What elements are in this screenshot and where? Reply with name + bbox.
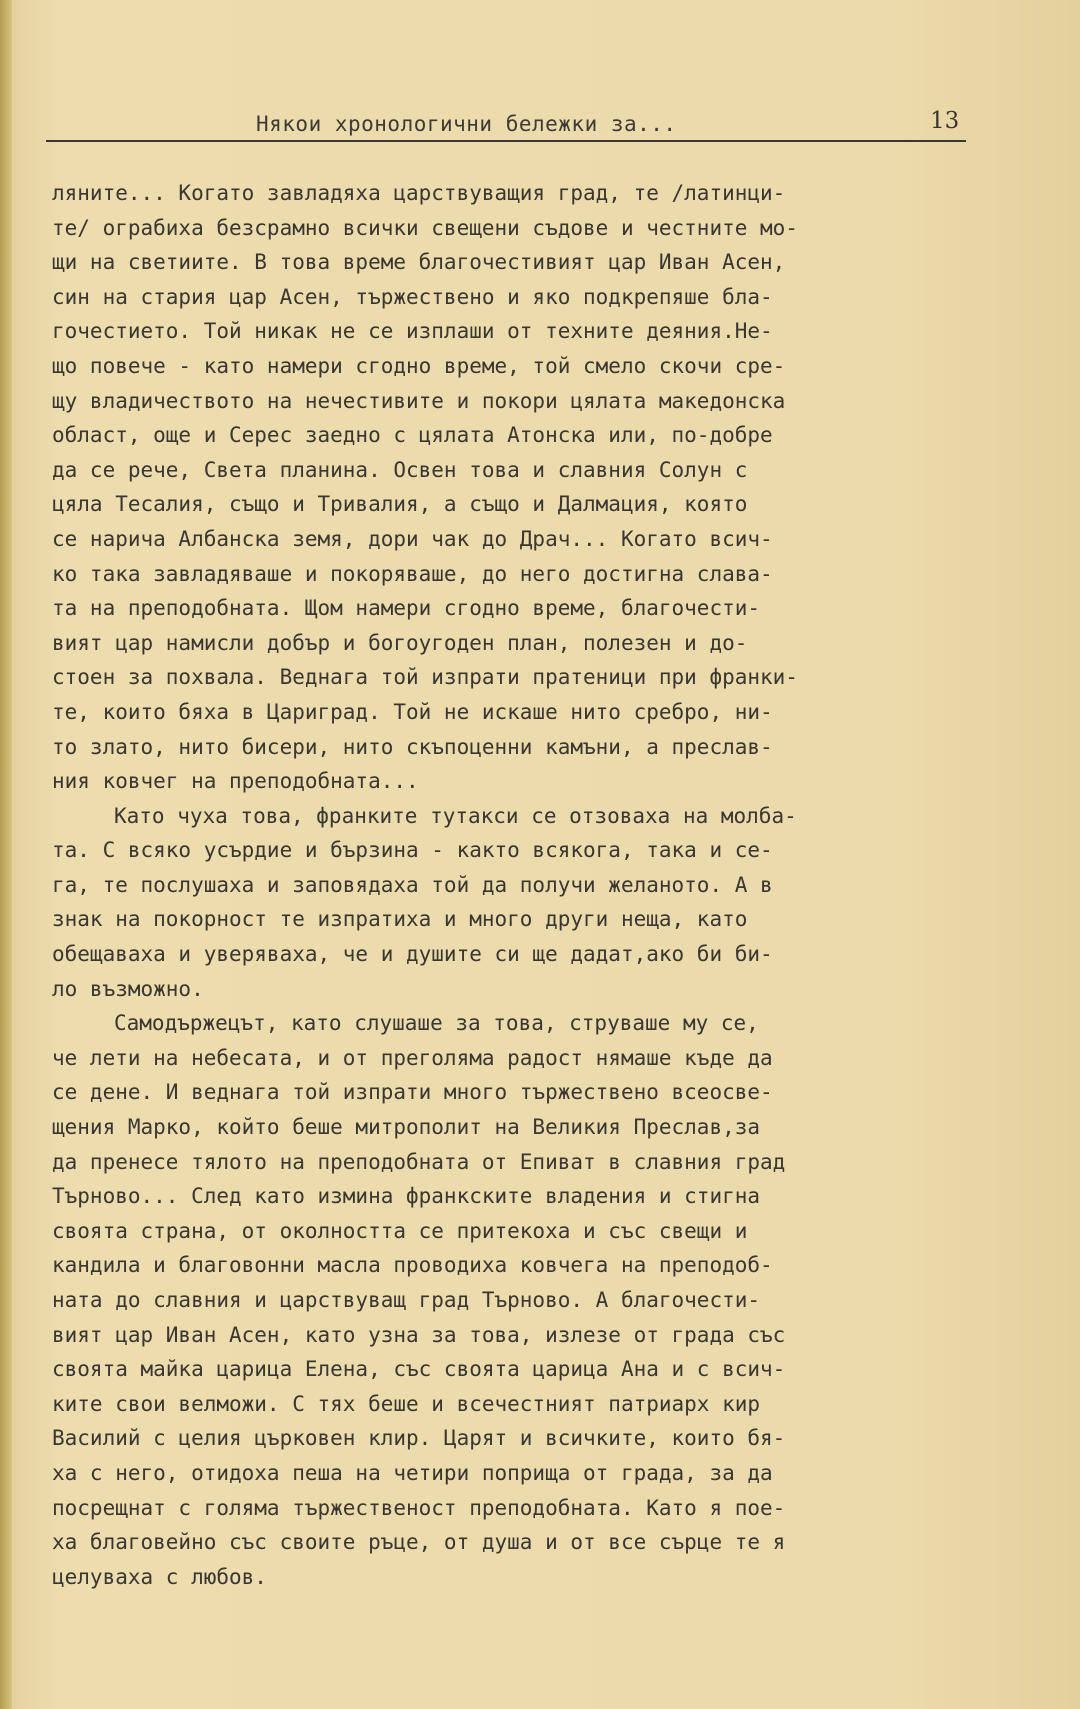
text-line: посрещнат с голяма тържественост преподобната. Като я пое-	[52, 1495, 786, 1520]
text-line: ха благовейно със своите ръце, от душа и от все сърце те я	[52, 1530, 786, 1555]
text-line: та на преподобната. Щом намери сгодно време, благочести-	[52, 596, 761, 621]
text-line: да се рече, Света планина. Освен това и славния Солун с	[52, 457, 748, 482]
paragraph-start-line: Самодържецът, като слушаше за това, струваше му се,	[114, 1011, 759, 1036]
text-line: то злато, нито бисери, нито скъпоценни камъни, а преслав-	[52, 734, 773, 759]
text-line: ната до славния и царствуващ град Търново. А благочести-	[52, 1288, 761, 1312]
running-title: Някои хронологични бележки за...	[256, 112, 677, 136]
text-line: ха с него, отидоха пеша на четири поприща от града, за да	[52, 1460, 773, 1485]
text-line: Търново... След като измина франкските владения и стигна	[52, 1184, 761, 1209]
text-line: че лети на небесата, и от преголяма радост нямаше къде да	[52, 1045, 773, 1070]
text-line: син на стария цар Асен, тържествено и яко подкрепяше бла-	[52, 284, 773, 309]
text-line: те, които бяха в Цариград. Той не искаше нито сребро, ни-	[52, 699, 773, 724]
text-line: ляните... Когато завладяха царствуващия град, те /латинци-	[52, 181, 786, 205]
text-line: га, те послушаха и заповядаха той да получи желаното. А в	[52, 872, 773, 897]
text-line: се дене. И веднага той изпрати много тържествено всеосве-	[52, 1080, 773, 1105]
text-line: Василий с целия църковен клир. Царят и всичките, които бя-	[52, 1426, 786, 1451]
text-line: знак на покорност те изпратиха и много други неща, като	[52, 907, 748, 932]
text-line: ния ковчег на преподобната...	[52, 769, 419, 794]
text-line: що повече - като намери сгодно време, той смело скочи сре-	[52, 353, 786, 378]
book-spine-edge	[0, 0, 12, 1709]
header-rule	[46, 140, 966, 142]
page-number: 13	[930, 108, 960, 134]
text-line: кандила и благовонни масла проводиха ковчега на преподоб-	[52, 1253, 773, 1278]
page-header	[46, 102, 966, 142]
paragraph-start-line: Като чуха това, франките тутакси се отзоваха на молба-	[114, 803, 797, 828]
text-line: цяла Тесалия, също и Тривалия, а също и Далмация, която	[52, 492, 748, 517]
text-line: да пренесе тялото на преподобната от Епиват в славния град	[52, 1149, 786, 1174]
text-line: вият цар Иван Асен, като узна за това, излезе от града със	[52, 1322, 786, 1347]
text-line: вият цар намисли добър и богоугоден план, полезен и до-	[52, 630, 748, 655]
text-line: целуваха с любов.	[52, 1564, 267, 1589]
text-line: ло възможно.	[52, 976, 204, 1001]
text-line: те/ ограбиха безсрамно всички свещени съдове и честните мо-	[52, 215, 798, 240]
text-line: област, още и Серес заедно с цялата Атонска или, по-добре	[52, 423, 773, 448]
text-line: ко така завладяваше и покоряваше, до него достигна слава-	[52, 561, 773, 586]
text-line: стоен за похвала. Веднага той изпрати пратеници при франки-	[52, 665, 798, 690]
text-line: обещаваха и уверяваха, че и душите си ще дадат,ако би би-	[52, 942, 773, 967]
text-line: своята майка царица Елена, със своята царица Ана и с всич-	[52, 1357, 786, 1382]
text-line: своята страна, от околността се притекоха и със свещи и	[52, 1218, 748, 1243]
text-line: гочестието. Той никак не се изплаши от техните деяния.Не-	[52, 319, 773, 344]
body-text	[52, 176, 982, 1594]
text-line: ките свои велможи. С тях беше и всечестният патриарх кир	[52, 1391, 761, 1416]
text-line: щи на светиите. В това време благочестивият цар Иван Асен,	[52, 250, 786, 275]
text-line: се нарича Албанска земя, дори чак до Драч... Когато всич-	[52, 526, 773, 551]
text-line: щения Марко, който беше митрополит на Великия Преслав,за	[52, 1115, 761, 1140]
text-line: щу владичеството на нечестивите и покори цялата македонска	[52, 388, 786, 413]
text-line: та. С всяко усърдие и бързина - както всякога, така и се-	[52, 838, 773, 863]
